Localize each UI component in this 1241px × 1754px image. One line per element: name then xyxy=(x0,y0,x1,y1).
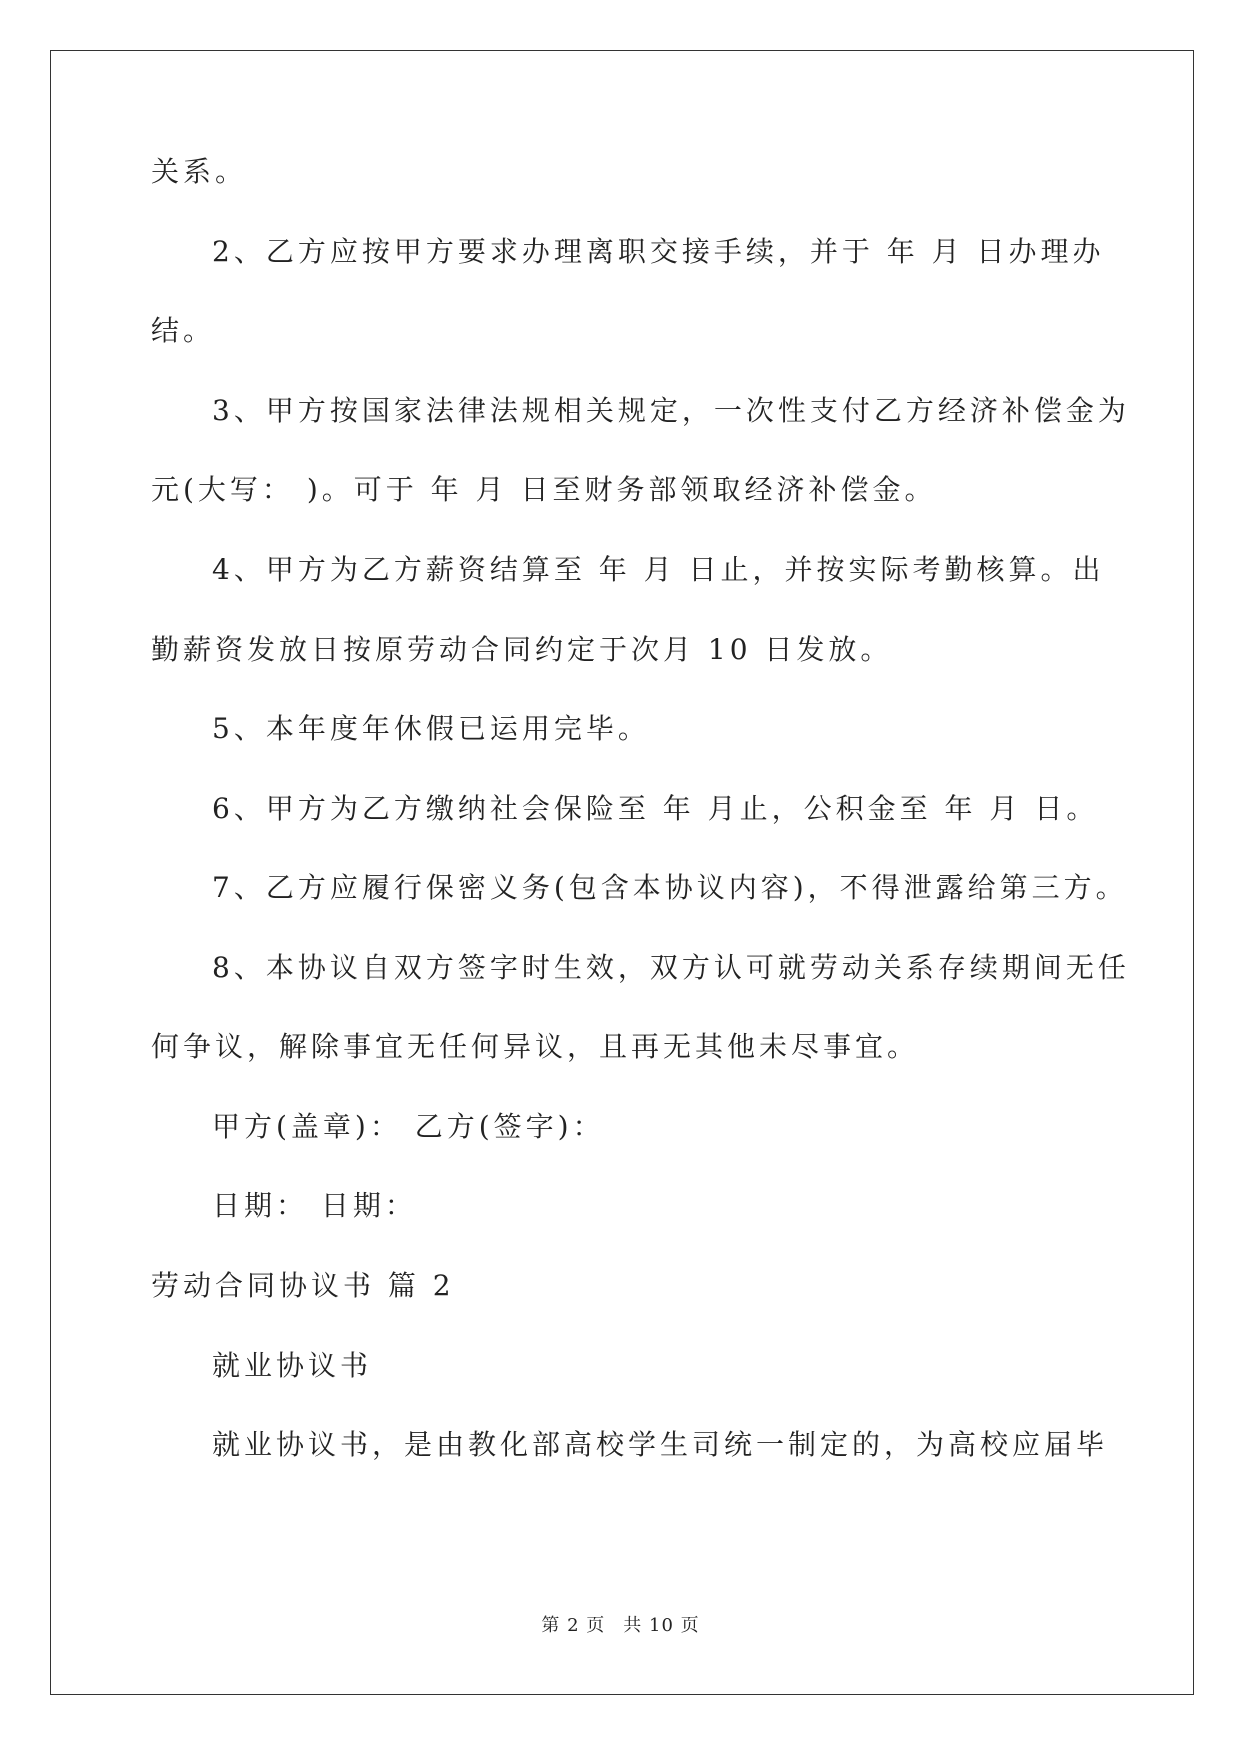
paragraph-line: 7、乙方应履行保密义务(包含本协议内容)，不得泄露给第三方。 xyxy=(212,871,1128,904)
page-number: 第 2 页 xyxy=(541,1615,606,1636)
paragraph-line: 5、本年度年休假已运用完毕。 xyxy=(212,712,650,745)
section-heading: 劳动合同协议书 篇 2 xyxy=(151,1269,455,1302)
paragraph-line: 元(大写： )。可于 年 月 日至财务部领取经济补偿金。 xyxy=(151,473,937,506)
paragraph-line: 就业协议书，是由教化部高校学生司统一制定的，为高校应届毕 xyxy=(212,1428,1109,1461)
date-line: 日期： 日期： xyxy=(212,1189,417,1222)
paragraph-line: 结。 xyxy=(151,314,216,347)
paragraph-line: 4、甲方为乙方薪资结算至 年 月 日止，并按实际考勤核算。出 xyxy=(212,553,1105,586)
paragraph-line: 何争议，解除事宜无任何异议，且再无其他未尽事宜。 xyxy=(151,1030,920,1063)
paragraph-line: 6、甲方为乙方缴纳社会保险至 年 月止，公积金至 年 月 日。 xyxy=(212,792,1099,825)
page-footer xyxy=(0,1614,1241,1638)
paragraph-line: 勤薪资发放日按原劳动合同约定于次月 10 日发放。 xyxy=(151,633,893,666)
page-total: 共 10 页 xyxy=(623,1615,700,1636)
paragraph-line: 2、乙方应按甲方要求办理离职交接手续，并于 年 月 日办理办 xyxy=(212,235,1105,268)
subsection-heading: 就业协议书 xyxy=(212,1349,373,1382)
paragraph-line: 8、本协议自双方签字时生效，双方认可就劳动关系存续期间无任 xyxy=(212,951,1130,984)
paragraph-line: 3、甲方按国家法律法规相关规定，一次性支付乙方经济补偿金为 xyxy=(212,394,1130,427)
signature-line: 甲方(盖章)： 乙方(签字)： xyxy=(212,1110,605,1143)
paragraph-line: 关系。 xyxy=(151,155,248,188)
